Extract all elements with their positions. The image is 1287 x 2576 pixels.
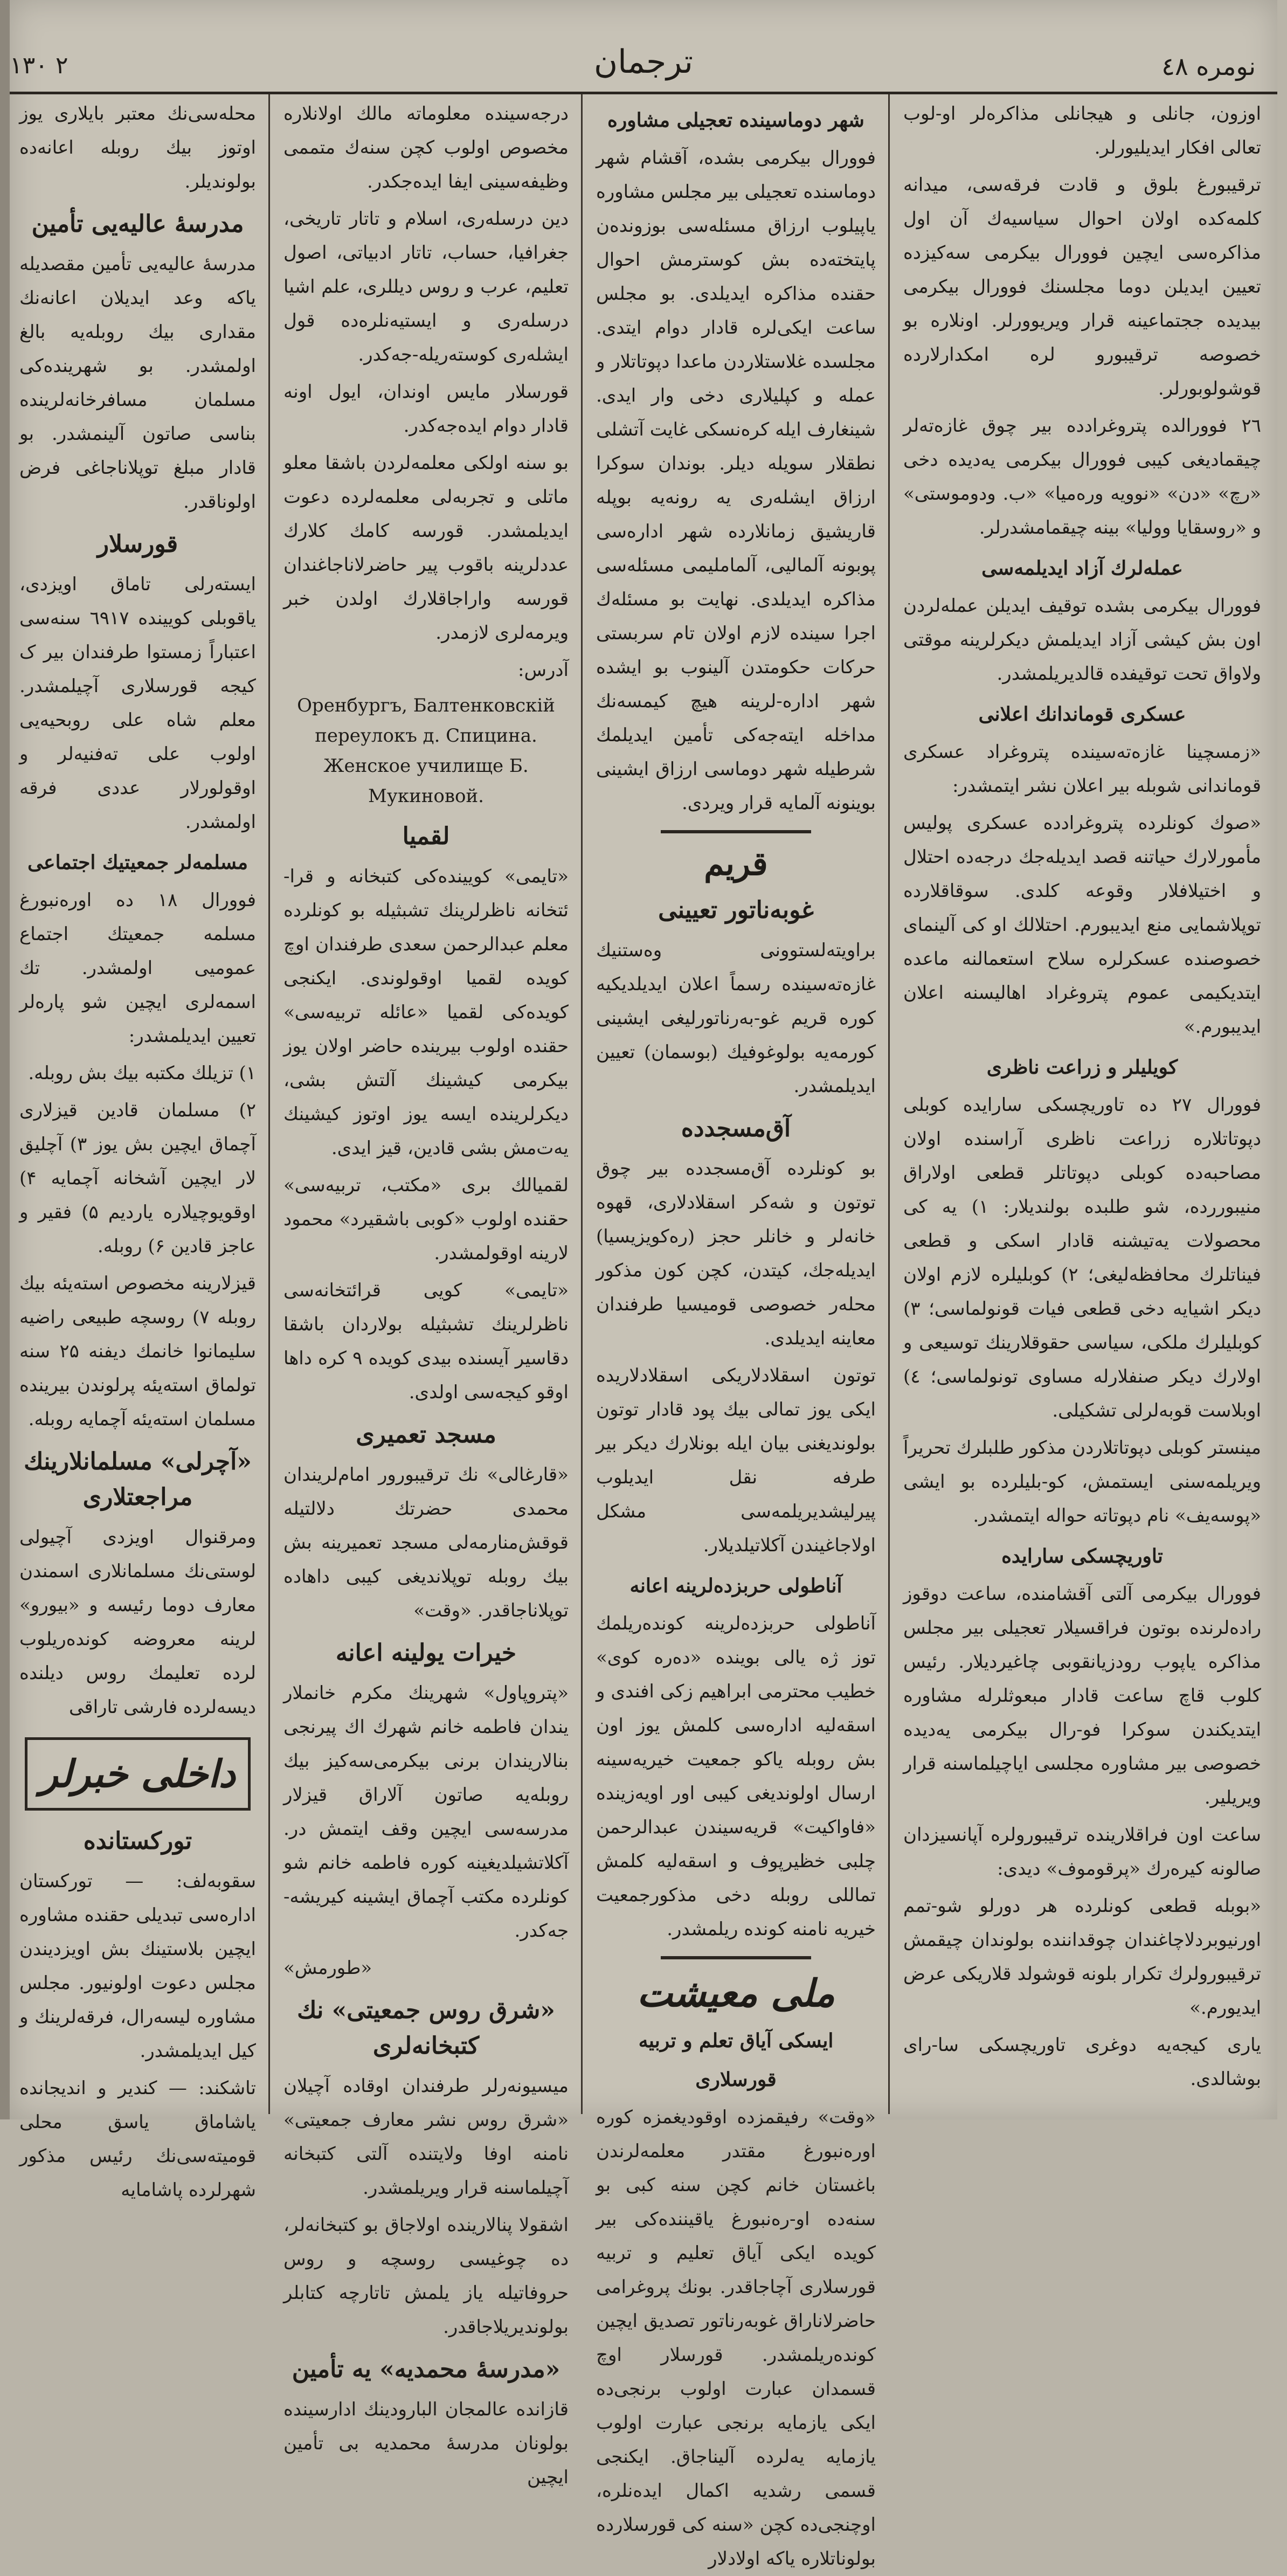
paragraph: توتون اسقلادلاریکی اسقلادلاریده ایکی یوز تمالی بیك پود قادار توتون بولوندیغنی بیان ایله بونلارك دیکر بیر طرفه نقل ایدیلوب پیرلیشدیریلمه‌سی مشکل اولاجاغیندن آکلاتیلدیلار. [596, 1365, 876, 1556]
paragraph: آناطولی حربزده‌لرینه کونده‌ریلمك توز ژه یالی بوینده «ده‌ره کوی» خطیب محترمی ابراهیم زکی افندی و اسقه‌لیه اداره‌سی کلمش یوز اون بش روبله یاکو جمعیت خیریه‌سینه ارسال اولوندیغی کیبی اور اویه‌زینده «فاواکیت» قریه‌سیندن عبدالرحمن چلبی خظیرپوف و اسقه‌لیه کلمش تماللی روبله دخی مذکورجمعیت خیریه نامنه کونده‌ ریلمشدر. [596, 1613, 876, 1940]
paragraph: فوورال ۱۸ ده اوره‌نبورغ مسلمه جمعیتك اجتماع عمومیی اولمشدر. تك اسمه‌لری ایچین شو پاره‌لر تعیین ایدیلمشدر: [19, 889, 256, 1047]
paragraph: فوورال ۲۷ ده تاوریچسکی سارایده کوبلی دپوتاتلاره زراعت ناظری آراسنده اولان مصاحبه‌ده کوبلی دپوتاتلر قطعی اولاراق منیبوررده، شو طلبده بولندیلار: ۱) یه کی محصولات یه‌تیشنه قادار اسکی و قطعی فیناتلرك محافظه‌لیغی؛ ۲) کوبلیلره لازم اولان دیکر اشیایه دخی قطعی فیات قونولماسی؛ ۳) کوبلیلرك ملکی، سیاسی حقوقلارینك توسیعی و اولارك دیکر صنفلارله مساوی تونولماسی؛ ٤) اوبلاست قوبه‌لرلی تشکیلی. [903, 1094, 1261, 1421]
column-4 [10, 97, 266, 2201]
section-heading: قورسلاری [695, 2068, 777, 2091]
paragraph: براویته‌لستوونی وه‌ستنیك غازه‌ته‌سینده رسماً اعلان ایدیلدیکیه کوره قریم غو-به‌رناتورلیغی ایشینی کورمه‌یه بولوغوفیك (بوسمان) تعیین ایدیلمشدر. [596, 940, 876, 1097]
newspaper-name: ترجمان [594, 43, 693, 81]
boxed-section-title [25, 1737, 251, 1811]
paragraph: «قارغالی» نك ترقیبورور امام‌لریندان محمدی حضرتك دلالتیله قوقش‌منار‌مه‌لی مسجد تعمیرینه بش بیك روبله توپلاندیغی کیبی داهاده توپلاناجاقدر. «وقت» [283, 1464, 569, 1621]
paragraph: دین درسله‌ری، اسلام و تاتار تاریخی، جغرافیا، حساب، تاتار ادبیاتی، اصول تعلیم، عرب و روس دیللری، علم اشیا درسله‌ری و ایستیه‌نلره‌ده قول ایشله‌ری کوسته‌ریله-جه‌کدر. [283, 208, 569, 365]
paragraph: مینستر کوبلی دپوتاتلاردن مذکور طلبلرك تحریراً ویریلمه‌سنی ایستمش، کو-بلیلرده بو ایشی «پوسه‌یف» نام دپوتاته حواله ایتمشدر. [903, 1437, 1261, 1527]
paragraph: بو سنه اولکی معلمه‌لردن باشقا معلو ماتلی و تجربه‌لی معلمه‌لرده دعوت ایدیلمشدر. قورسه کامك کلارك عددلرینه باقوب پیر حاضرلاناجاغندان قورسه واراجاقلارك اولدن خبر ویرمه‌لری لازمدر. [283, 452, 569, 644]
paragraph: ساعت اون فراقلارینده ترقیبورولره آپانسیزدان صالونه کیره‌رك «پرقوموف» دیدی: [903, 1824, 1261, 1880]
section-heading: خیرات یولینه اعانه [335, 1639, 517, 1667]
section-heading: ایسکی آیاق تعلم و تربیه [638, 2029, 834, 2052]
masthead-date: ۲ ۱۳۰ [10, 52, 68, 79]
section-heading: قورسلار [97, 530, 178, 558]
masthead [10, 22, 1277, 108]
masthead-rule [10, 92, 1277, 94]
section-rule [661, 1956, 811, 1959]
paragraph: اوزون، جانلی و هیجانلی مذاکره‌لر او-لوب تعالی افکار ایدیلیورلر. [903, 103, 1261, 158]
section-heading: غوبه‌ناتور تعیینی [658, 896, 814, 924]
section-heading: تاوریچسکی سارایده [1001, 1545, 1163, 1567]
section-heading: مسجد تعمیری [356, 1421, 496, 1448]
paragraph: محله‌سی‌نك معتبر بایلاری یوز اوتوز بیك روبله اعانه‌ده بولوندیلر. [19, 103, 256, 192]
section-heading: عسکری قوماندانك اعلانی [978, 703, 1186, 726]
paragraph: «تایمی» کویی قرائتخانه‌سی ناظرلرینك تشبثیله بولاردان باشقا دقاسیر آیسنده بیدی کویده ۹ کره داها اوقو کیجه‌سی اولدی. [283, 1280, 569, 1403]
section-heading: لقمیا [402, 823, 450, 850]
paragraph: فوورال بیکرمی آلتی آقشامنده، ساعت دوقوز راده‌لرنده بوتون فراقسیلار تعجیلی بیر مجلس مذاکره یاپوب رودزیانقوبی چاغیردیلار. رئیس کلوب قاچ ساعت قادار مبعوثلرله مشاوره ایتدیکندن سوکرا فو-رال بیکرمی یه‌دیده خصوصی بیر مشاوره مجلسی ایاچیلماسنه قرار ویریلیر. [903, 1583, 1261, 1808]
paragraph: «بوبله قطعی کونلرده هر دورلو شو-تمم اورنیوبردلاچاغندان چوقداننده بولوندان چیقمش ترقیبورولرك تکرار بلونه قوشولد قلاریکی عرض ایدیورم.» [903, 1895, 1261, 2019]
section-heading: مدرسهٔ عالیه‌یی تأمین [31, 210, 244, 238]
paragraph: «طورمش» [283, 1957, 372, 1979]
paragraph: ترقیبورغ بلوق و قادت فرقه‌سی، میدانه کلمه‌کده اولان احوال سیاسیه‌ك آن اول مذاکره‌سی ایچین فوورال بیکرمی سه‌کیزده تعیین ایدیلن دوما مجلسنك فوورال بیکرمی بیدیده ججتماعینه قرار ویریوورلر. اونلاره بو خصوصه ترقیبورو لره امکدارلارده قوشولوبورلر. [903, 174, 1261, 399]
paragraph: مدرسهٔ عالیه‌یی تأمین مقصدیله یاکه وعد ایدیلان اعانه‌نك مقداری بیك روبله‌یه بالغ اولمشدر. بو شهرینده‌کی مسلمان مسافرخانه‌لرینده بناسی صاتون آلینمشدر. بو قادار مبلغ توپلاناجاغی فرض اولوناقدر. [19, 253, 256, 513]
paragraph: میسیونه‌رلر طرفندان اوقاده آچیلان «شرق روس نشر معارف جمعیتی» نامنه اوفا ولایتنده آلتی کتبخانه آچیلماسنه قرار ویریلمشدر. [283, 2075, 569, 2199]
section-title-crimea: قریم [704, 845, 768, 883]
paragraph: «زمسچینا غازه‌ته‌سینده پتروغراد عسکری قوماندانی شوبله بیر اعلان نشر ایتمشدر: [903, 741, 1261, 797]
section-heading: شهر دوماسینده تعجیلی مشاوره [607, 109, 864, 132]
paragraph: لقمیالك بری «مکتب، تربیه‌سی» حقنده اولوب «کوبی باشقیرد» محمود لارینه اوقولمشدر. [283, 1175, 569, 1264]
paragraph: ۱) تزیلك مکتبه بیك بش روبله. [28, 1062, 256, 1084]
section-heading: آق‌مسجدده [681, 1115, 791, 1142]
section-heading: «شرق روس جمعیتی» نك کتبخانه‌لری [297, 1997, 555, 2060]
newspaper-page [10, 0, 1277, 2570]
section-heading: «آچرلی» مسلمانلارینك مراجعتلاری [24, 1448, 252, 1511]
column-divider [888, 94, 890, 2114]
section-title-national-life: ملی معیشت [637, 1971, 835, 2015]
scan-edge [0, 0, 10, 2119]
column-divider [581, 94, 583, 2114]
paragraph: فوورال بیکرمی بشده، آقشام شهر دوماسنده تعجیلی بیر مجلس مشاوره یاپیلوب ارزاق مسئله‌سی بوزونده‌ن پایتخته‌ده بش کوسترمش احوال حقنده مذاکره ایدیلدی. بو مجلس ساعت ایکی‌لره قادار دوام ایتدی. مجلسده غلاستلاردن ماعدا دپوتاتلار و عمله و کپلیلاری دخی وار ایدی. شینغارف ایله کره‌نسکی غایت آتشلی نطقلار سویله دیلر. بوندان سوکرا ارزاق ایشله‌ری یه رونه‌یه بوپله قاریشیق زمانلارده شهر اداره‌سی پوبونه آلمالیی، آلماملیمی مسئله‌سی مذاکره ایدیلدی. نهایت بو مسئله‌ك اجرا سینده لازم اولان تام سربستی حرکات حکومتدن آلینوب بو ایشده شهر اداره-لرینه هیچ کیمسه‌نك مداخله ایته‌جه‌کی تأمین ایدیلمك شرطیله شهر دوماسی ارزاق ایشینی بوینونه آلمایه قرار ویردی. [596, 147, 876, 814]
paragraph: قیزلارینه مخصوص استه‌یئه بیك روبله ۷) روسچه طبیعی راضیه سلیمانوا خانمك دیفنه ۲۵ سنه تولماق استه‌یئه پرلوندن بیرینده مسلمان استه‌یئه آچمایه روبله. [19, 1273, 257, 1430]
paragraph: آدرس: [518, 659, 569, 681]
paragraph: فوورال بیکرمی بشده توقیف ایدیلن عمله‌لردن اون بش کیشی آزاد ایدیلمش دیکرلرینه موقتی ولاواق تحت توقیفده قالدیریلمشدر. [903, 595, 1261, 685]
paragraph: ایسته‌رلی تاماق اویزدی، یاقوبلی کویینده ٦٩١٧ سنه‌سی اعتباراً زمستوا طرفندان بیر ک کیجه قورسلاری آچیلمشدر. معلم شاه علی روبحیه‌یی اولوب علی ته‌فنیه‌لر و اوقولورلار عددی فرقه اولمشدر. [19, 574, 256, 833]
column-3 [274, 97, 578, 2488]
column-2 [586, 97, 885, 2570]
paragraph: تاشکند: — کندیر و اندیجانده یاشاماق یاسق محلی قومیته‌سی‌نك رئیس مذکور شهرلرده پاشامایه [19, 2077, 256, 2201]
section-heading: «مدرسهٔ محمدیه» یه تأمین [292, 2356, 561, 2383]
paragraph: درجه‌سینده معلوماته مالك اولانلاره مخصوص اولوب کچن سنه‌ك متممی وظیفه‌سینی ایفا ایده‌جکدر. [283, 103, 569, 192]
section-heading: آناطولی حربزده‌لرینه اعانه [629, 1574, 842, 1597]
section-heading: کویلیلر و زراعت ناظری [986, 1056, 1178, 1079]
column-divider [268, 94, 270, 2114]
paragraph: قورسلار مایس اوندان، ایول اونه قادار دوام ایده‌جه‌کدر. [283, 381, 569, 437]
section-heading: مسلمه‌لر جمعیتیك اجتماعی [27, 851, 248, 874]
section-rule [661, 830, 811, 833]
russian-address: Оренбургъ, Балтенковскій переулокъ д. Спицина. Женское училище Б. Мукиновой. [297, 695, 555, 807]
paragraph: سقوبه‌لف: — تورکستان اداره‌سی تبدیلی حقنده مشاوره ایچین بلاستینك بش اویزدیندن مجلس دعوت اولونیور. مجلس مشاوره لیسه‌رال، فرقه‌لرینك و کیل ایدیلمشدر. [19, 1870, 256, 2062]
issue-number: نومره ٤٨ [1161, 52, 1256, 81]
paragraph: یاری کیجه‌یه دوغری تاوریچسکی سا-رای بوشالدی. [903, 2034, 1261, 2090]
paragraph: «پتروپاول» شهرینك مکرم خانملار یندان فاطمه خانم شهرك اك پیرنجی بنالاریندان برنی بیکرمی‌سه‌کیز بیك روبله‌یه صاتون آلاراق قیزلار مدرسه‌سی ایچین وقف ایتمش در. آکلاتشیلدیغینه کوره فاطمه خانم شو کونلرده مکتب آچماق ایشینه کیریشه-جه‌کدر. [283, 1682, 569, 1942]
section-heading: عمله‌لرك آزاد ایدیلمه‌سی [981, 557, 1183, 579]
column-1 [894, 97, 1271, 2114]
paragraph: اشقولا پنالارینده اولاجاق بو کتبخانه‌لر، ده چوغیسی روسچه و روس حروفاتیله یاز یلمش تاتارچه کتابلر بولوندیریلاجاقدر. [283, 2214, 569, 2338]
paragraph: قازانده عالمجان البارودینك ادارسینده بولونان مدرسه‌ٔ محمدیه بی تأمین ایچین [283, 2399, 569, 2488]
paragraph: «وقت» رفیقمزده اوقودیغمزه کوره اوره‌نبورغ مقتدر معلمه‌لرندن باغستان خانم کچن سنه کبی بو سنه‌ده او-ره‌نبورغ یاقیننده‌کی بیر کویده ایکی آیاق تعلیم و تربیه قورسلاری آچاجاقدر. بونك پروغرامی حاضرلاناراق غوبه‌رناتور تصدیق ایچین کونده‌ریلمشدر. قورسلار اوچ قسمدان عبارت اولوب برنجی‌ده ایکی یازمایه برنجی عبارت اولوب یازمایه یه‌لرده آلیناجاق. ایکنجی قسمی رشدیه اکمال ایده‌نلره، اوچنجی‌ده کچن «سنه کی قورسلارده بولوناتلاره یاکه اولادلار [596, 2107, 876, 2570]
paragraph: «صوك کونلرده پتروغراد‌ده عسکری پولیس مأمورلارك حیاتنه قصد ایدیله‌جك درجه‌ده احتلال و اختیلافلار وقوعه کلدی. سوقاقلارده توپلاشمایی منع ایدیبورم. احتلالك او کی آلینمای خصوصنده عسکرلره سلاح استعمالنه ماعده ایتدیکیمی عموم پتروغراد اهالیسنه اعلان ایدیبورم.» [903, 812, 1261, 1038]
paragraph: ۲٦ فوورالده پتروغرادده بیر چوق غازه‌ته‌لر چیقمادیغی کیبی فوورال بیکرمی یه‌دیده دخی «رچ» «دن» «نوو‌یه وره‌میا» «ب. ودوموستی» و «روسقایا وولیا» بینه چیقمامشدرلر. [903, 415, 1261, 538]
paragraph: «تایمی» کویینده‌کی کتبخانه و قرا-ئتخانه ناظرلرینك تشبثیله بو کونلرده معلم عبدالرحمن سعدی طرفندان اوچ کویده لقمیا اوقولوندی. ایکنجی کویده‌کی لقمیا «عائله تربیه‌سی» حقنده اولوب بیرینده حاضر اولان یوز بیکرمی کیشینك آلتش بشی، دیکرلرینده ایسه یوز اوتوز کیشینك یه‌ت‌مش بشی قادین، قیز ایدی. [283, 866, 569, 1159]
paragraph: بو کونلرده آق‌مسجدده بیر چوق توتون و شه‌کر اسقلادلاری، قهوه خانه‌لر و خانلر حجز (ره‌کویزیسیا) ایدیله‌جك، کیتدن، کچن کون مذکور محله‌ر خصوصی قومیسیا طرفندان معاینه ایدیلدی. [596, 1158, 876, 1349]
section-heading: تورکستانده [83, 1827, 192, 1855]
paragraph: ۲) مسلمان قادین قیزلاری آچماق ایچین بش یوز ۳) آچلیق لار ایچین آشخانه آچمایه ۴) اوقویوچیلاره یاردیم ۵) فقیر و عاجز قادین ۶) روبله. [19, 1100, 256, 1257]
paragraph: ومرقنوال اویزدی آچیولی لوستی‌نك مسلمانلاری اسمندن معارف دوما رئیسه و «بیورو» لرینه معروضه کونده‌ریلوب لرده تعلیمك روس دیلنده دیسه‌لرده فارشی تاراقی [19, 1527, 256, 1718]
section-title-domestic-news: داخلی خبرلر [40, 1751, 236, 1796]
